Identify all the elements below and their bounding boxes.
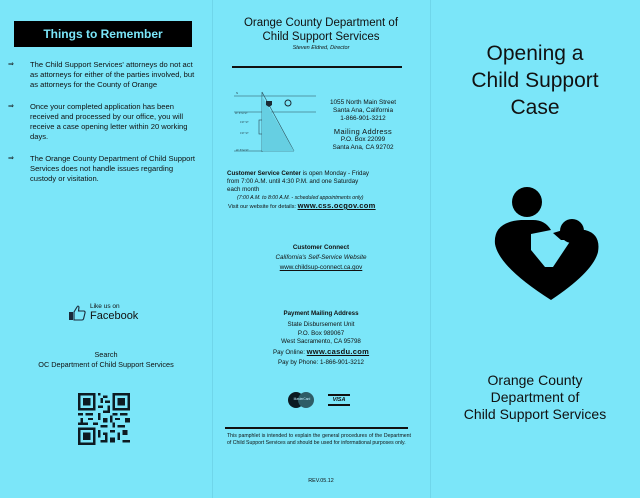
search-query: OC Department of Child Support Services <box>38 360 174 369</box>
director-name: Steven Eldred, Director <box>292 45 350 51</box>
svg-text:W. 6TH ST: W. 6TH ST <box>235 112 248 115</box>
payment-line: State Disbursement Unit <box>287 321 355 329</box>
mastercard-icon <box>288 392 314 408</box>
location-map <box>232 90 316 156</box>
arrow-icon: ⇒ <box>8 155 14 162</box>
mailing-heading: Mailing Address <box>333 126 393 136</box>
facebook-search-hint <box>0 350 212 370</box>
street: 1055 North Main Street <box>329 99 397 106</box>
revision-label: REV.05.12 <box>308 478 334 484</box>
accepted-cards <box>288 392 350 408</box>
thumbs-up-icon <box>68 305 86 321</box>
payment-line: P.O. Box 989067 <box>297 329 345 337</box>
org-line: Department of <box>490 389 580 405</box>
title-line: Opening a <box>486 42 584 65</box>
office-address <box>308 99 418 152</box>
payment-line: West Sacramento, CA 95798 <box>281 337 361 345</box>
phone: 1-866-901-3212 <box>340 115 386 123</box>
website-link[interactable]: www.css.ocgov.com <box>297 201 376 210</box>
reminder-list <box>8 60 198 196</box>
department-title <box>212 16 430 44</box>
visit-label: Visit our website for details: <box>228 204 296 210</box>
svg-text:1ST ST: 1ST ST <box>240 121 249 124</box>
svg-text:N: N <box>236 91 239 95</box>
pay-phone-label: Pay by Phone: <box>277 359 319 367</box>
title-line: Child Support <box>471 69 599 92</box>
arrow-icon: ⇒ <box>8 103 14 110</box>
pay-phone: 1-866-901-3212 <box>319 359 365 367</box>
customer-service-info <box>227 170 422 211</box>
payment-title: Payment Mailing Address <box>283 310 359 317</box>
pay-online-link[interactable]: www.casdu.com <box>306 347 370 357</box>
things-to-remember-header: Things to Remember <box>14 21 192 47</box>
list-item <box>8 60 198 90</box>
org-line: Orange County <box>487 372 583 388</box>
po-box: P.O. Box 22099 <box>340 135 386 143</box>
title-line: Child Support Services <box>262 31 380 43</box>
list-item <box>8 102 198 142</box>
qr-code-icon[interactable] <box>78 393 130 445</box>
mastercard-text: MasterCard <box>293 397 311 401</box>
facebook-small-text: Like us on <box>90 303 120 310</box>
disclaimer: This pamphlet is intended to explain the general procedures of the Department of Child Support Services and should be used for informational purposes only. <box>227 433 411 446</box>
bullet-text: The Child Support Services' attorneys do not act as attorneys for either of the parties involved, but as attorneys for the County of Orange <box>30 60 195 89</box>
city: Santa Ana, California <box>332 107 394 115</box>
facebook-like-badge[interactable] <box>68 303 138 322</box>
search-label: Search <box>94 350 118 359</box>
visa-icon: VISA <box>328 394 350 406</box>
arrow-icon: ⇒ <box>8 61 14 68</box>
svg-text:1ST ST: 1ST ST <box>240 132 249 135</box>
csc-hours: is open Monday - Friday <box>300 170 370 177</box>
pay-online-label: Pay Online: <box>272 349 305 357</box>
saturday-note: (7:00 A.M. to 8:00 A.M. - scheduled appointments only) <box>237 195 364 201</box>
org-line: Child Support Services <box>463 406 607 422</box>
customer-connect <box>212 243 430 273</box>
payment-info <box>212 310 430 368</box>
brochure-title <box>430 40 640 121</box>
svg-text:W. 5TH ST: W. 5TH ST <box>236 149 249 152</box>
bullet-text: The Orange County Department of Child Support Services does not handle issues regarding custody or visitation. <box>30 154 196 183</box>
csc-hours-3: each month <box>227 186 260 193</box>
list-item <box>8 154 198 184</box>
mailing-city: Santa Ana, CA 92702 <box>332 144 394 152</box>
cc-link[interactable]: www.childsup-connect.ca.gov <box>279 264 363 271</box>
facebook-text: Facebook <box>90 310 139 322</box>
csc-label: Customer Service Center <box>227 170 301 177</box>
title-line: Case <box>510 96 560 119</box>
family-heart-logo-icon <box>493 172 603 300</box>
cc-subtitle: California's Self-Service Website <box>275 254 367 261</box>
divider <box>225 427 408 429</box>
divider <box>232 66 402 68</box>
organization-name <box>430 372 640 423</box>
cc-title: Customer Connect <box>292 244 350 251</box>
csc-hours-2: from 7:00 A.M. until 4:30 P.M. and one Saturday <box>227 178 359 185</box>
title-line: Orange County Department of <box>243 17 399 29</box>
left-panel <box>0 0 212 498</box>
middle-panel <box>212 0 430 498</box>
bullet-text: Once your completed application has been received and processed by our office, you will receive a case opening letter within 20 working days. <box>30 102 188 141</box>
